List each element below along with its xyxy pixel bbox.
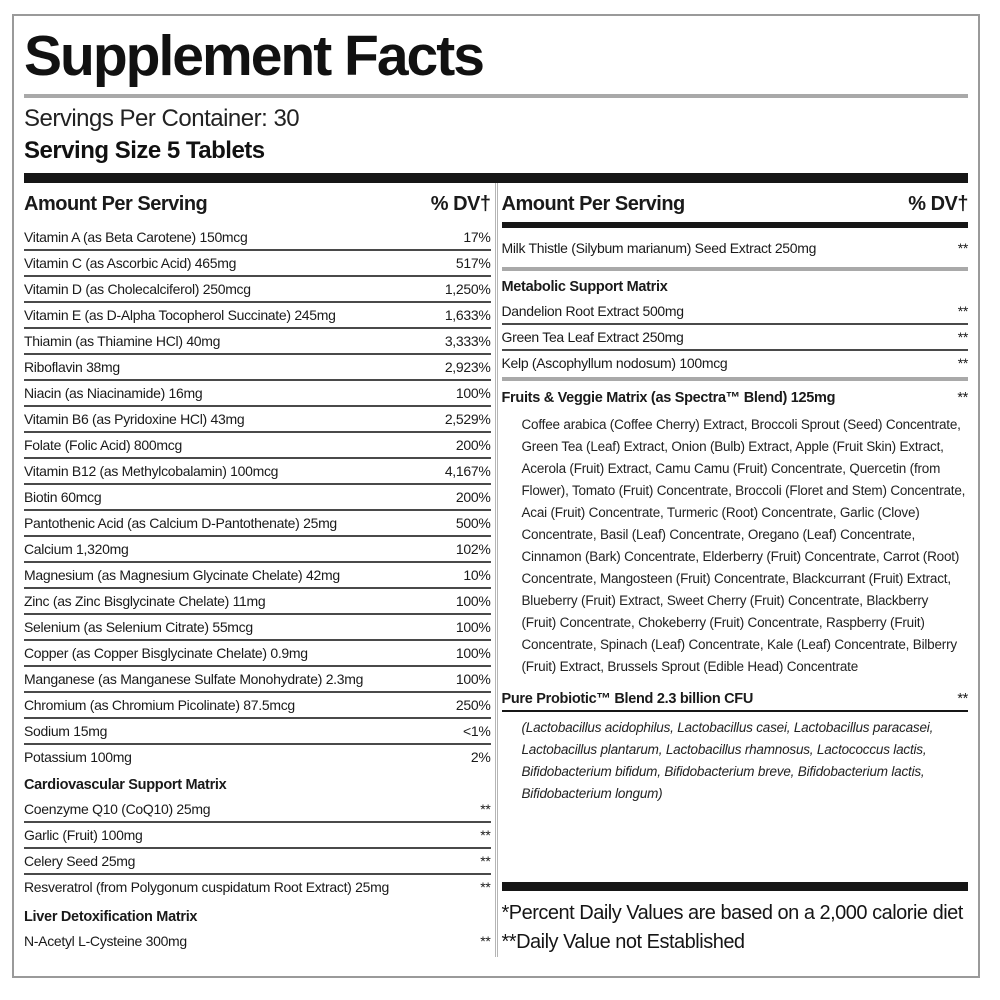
table-row bbox=[24, 667, 491, 693]
blend-title-probiotic bbox=[502, 684, 969, 712]
section-divider bbox=[502, 267, 969, 271]
table-row bbox=[24, 433, 491, 459]
blend-name: Pure Probiotic™ Blend 2.3 billion CFU bbox=[501, 691, 754, 707]
ingredient-dv: 10% bbox=[463, 566, 491, 583]
supplement-facts-panel bbox=[12, 14, 980, 978]
ingredient-name: Magnesium (as Magnesium Glycinate Chelate) 42mg bbox=[24, 566, 340, 583]
blend-name: Fruits & Veggie Matrix (as Spectra™ Blend) 125mg bbox=[501, 390, 836, 406]
table-row bbox=[24, 589, 491, 615]
ingredient-name: Riboflavin 38mg bbox=[24, 358, 120, 375]
table-row bbox=[24, 745, 491, 769]
ingredient-name: Vitamin B6 (as Pyridoxine HCl) 43mg bbox=[24, 410, 245, 427]
ingredient-name: Copper (as Copper Bisglycinate Chelate) 0.9mg bbox=[24, 644, 308, 661]
table-row bbox=[24, 823, 491, 849]
header-divider bbox=[502, 222, 969, 228]
section-divider bbox=[24, 173, 968, 183]
right-column bbox=[502, 183, 969, 957]
table-row bbox=[24, 563, 491, 589]
footnote-dv-not-established: **Daily Value not Established bbox=[501, 931, 745, 953]
ingredient-name: Zinc (as Zinc Bisglycinate Chelate) 11mg bbox=[24, 592, 266, 609]
ingredient-name: Garlic (Fruit) 100mg bbox=[24, 826, 143, 843]
amount-per-serving-label: Amount Per Serving bbox=[24, 193, 208, 215]
table-row bbox=[24, 225, 491, 251]
ingredient-name: Resveratrol (from Polygonum cuspidatum Root Extract) 25mg bbox=[24, 878, 389, 895]
table-row bbox=[24, 381, 491, 407]
dv-header-label: % DV† bbox=[430, 193, 491, 215]
spacer bbox=[502, 811, 969, 882]
ingredient-dv: 100% bbox=[455, 644, 491, 661]
probiotic-strains: (Lactobacillus acidophilus, Lactobacillus casei, Lactobacillus paracasei, Lactobacillus plantarum, Lactobacillus rhamnosus, Lactococcus lactis, Bifidobacterium bifidum, Bifidobacterium breve, Bifidobacterium lactis, Bifidobacterium longum) bbox=[521, 720, 934, 801]
ingredient-name: N-Acetyl L-Cysteine 300mg bbox=[24, 932, 187, 949]
table-row bbox=[24, 641, 491, 667]
ingredient-dv: 17% bbox=[463, 228, 491, 245]
section-divider bbox=[502, 377, 969, 381]
ingredient-dv: 500% bbox=[455, 514, 491, 531]
section-title-metabolic: Metabolic Support Matrix bbox=[501, 279, 668, 295]
ingredient-name: Potassium 100mg bbox=[24, 748, 132, 765]
ingredient-dv: <1% bbox=[462, 722, 491, 739]
ingredient-name: Milk Thistle (Silybum marianum) Seed Extract 250mg bbox=[501, 239, 817, 256]
left-column bbox=[24, 183, 491, 957]
table-row bbox=[24, 929, 491, 953]
table-row bbox=[24, 407, 491, 433]
table-row bbox=[502, 299, 969, 325]
ingredient-dv: 100% bbox=[455, 384, 491, 401]
ingredient-name: Coenzyme Q10 (CoQ10) 25mg bbox=[24, 800, 211, 817]
ingredient-name: Biotin 60mcg bbox=[24, 488, 102, 505]
ingredient-dv: 4,167% bbox=[444, 462, 491, 479]
column-header bbox=[24, 183, 491, 222]
ingredient-name: Vitamin A (as Beta Carotene) 150mcg bbox=[24, 228, 248, 245]
table-row bbox=[24, 511, 491, 537]
ingredient-dv: 200% bbox=[455, 488, 491, 505]
table-row bbox=[24, 329, 491, 355]
ingredient-name: Calcium 1,320mg bbox=[24, 540, 129, 557]
ingredient-dv: ** bbox=[957, 302, 968, 319]
ingredient-dv: 100% bbox=[455, 670, 491, 687]
table-row bbox=[24, 693, 491, 719]
amount-per-serving-label: Amount Per Serving bbox=[501, 193, 685, 215]
ingredient-dv: 100% bbox=[455, 618, 491, 635]
table-row bbox=[24, 485, 491, 511]
ingredient-name: Kelp (Ascophyllum nodosum) 100mcg bbox=[501, 354, 728, 371]
ingredient-name: Folate (Folic Acid) 800mcg bbox=[24, 436, 182, 453]
ingredient-name: Vitamin E (as D-Alpha Tocopherol Succinate) 245mg bbox=[24, 306, 336, 323]
column-divider bbox=[495, 183, 498, 957]
dv-header-label: % DV† bbox=[908, 193, 968, 215]
section-divider bbox=[502, 882, 969, 891]
ingredient-dv: ** bbox=[480, 932, 491, 949]
ingredient-name: Selenium (as Selenium Citrate) 55mcg bbox=[24, 618, 253, 635]
section-title-liver: Liver Detoxification Matrix bbox=[24, 909, 198, 925]
ingredient-dv: ** bbox=[957, 328, 968, 345]
table-row bbox=[24, 797, 491, 823]
fruits-veggie-ingredients: Coffee arabica (Coffee Cherry) Extract, Broccoli Sprout (Seed) Concentrate, Green Tea (Leaf) Extract, Onion (Bulb) Extract, Apple (Fruit Skin) Extract, Acerola (Fruit) Extract, Camu Camu (Fruit) Concentrate, Quercetin (from Flower), Tomato (Fruit) Concentrate, Broccoli (Floret and Stem) Concentrate, Acai (Fruit) Concentrate, Turmeric (Root) Concentrate, Garlic (Clove) Concentrate, Basil (Leaf) Concentrate, Oregano (Leaf) Concentrate, Cinnamon (Bark) Concentrate, Elderberry (Fruit) Concentrate, Carrot (Root) Concentrate, Mangosteen (Fruit) Concentrate, Blackcurrant (Fruit) Extract, Blueberry (Fruit) Extract, Sweet Cherry (Fruit) Concentrate, Blackberry (Fruit) Concentrate, Chokeberry (Fruit) Concentrate, Raspberry (Fruit) Concentrate, Spinach (Leaf) Concentrate, Kale (Leaf) Concentrate, Bilberry (Fruit) Extract, Brussels Sprout (Edible Head) Concentrate bbox=[521, 417, 966, 674]
ingredient-dv: 2,529% bbox=[444, 410, 491, 427]
ingredient-dv: ** bbox=[480, 852, 491, 869]
ingredient-name: Vitamin C (as Ascorbic Acid) 465mg bbox=[24, 254, 237, 271]
ingredient-dv: 1,633% bbox=[444, 306, 491, 323]
ingredient-dv: ** bbox=[480, 826, 491, 843]
ingredient-dv: 3,333% bbox=[444, 332, 491, 349]
ingredient-name: Chromium (as Chromium Picolinate) 87.5mcg bbox=[24, 696, 295, 713]
serving-size: Serving Size 5 Tablets bbox=[24, 137, 265, 164]
table-row bbox=[502, 325, 969, 351]
ingredient-name: Sodium 15mg bbox=[24, 722, 108, 739]
table-row bbox=[24, 459, 491, 485]
blend-dv: ** bbox=[957, 691, 968, 707]
ingredient-name: Thiamin (as Thiamine HCl) 40mg bbox=[24, 332, 221, 349]
blend-dv: ** bbox=[957, 390, 968, 406]
section-title-cardiovascular: Cardiovascular Support Matrix bbox=[24, 777, 227, 793]
ingredient-dv: 100% bbox=[455, 592, 491, 609]
ingredient-dv: ** bbox=[480, 800, 491, 817]
footnotes bbox=[502, 891, 969, 957]
ingredient-name: Pantothenic Acid (as Calcium D-Pantothenate) 25mg bbox=[24, 514, 337, 531]
ingredient-name: Manganese (as Manganese Sulfate Monohydrate) 2.3mg bbox=[24, 670, 364, 687]
table-row bbox=[24, 537, 491, 563]
ingredient-name: Vitamin B12 (as Methylcobalamin) 100mcg bbox=[24, 462, 279, 479]
ingredient-dv: 2,923% bbox=[444, 358, 491, 375]
ingredient-name: Vitamin D (as Cholecalciferol) 250mcg bbox=[24, 280, 251, 297]
ingredient-dv: ** bbox=[957, 354, 968, 371]
column-header bbox=[502, 183, 969, 222]
footnote-percent-dv: *Percent Daily Values are based on a 2,000 calorie diet bbox=[501, 902, 963, 924]
table-row bbox=[24, 251, 491, 277]
ingredient-dv: 250% bbox=[455, 696, 491, 713]
table-row bbox=[502, 351, 969, 375]
ingredient-dv: 1,250% bbox=[444, 280, 491, 297]
blend-title-fruits-veggie bbox=[502, 383, 969, 409]
ingredient-dv: ** bbox=[480, 878, 491, 895]
table-row bbox=[24, 355, 491, 381]
table-row bbox=[24, 719, 491, 745]
table-row bbox=[24, 277, 491, 303]
ingredient-dv: 517% bbox=[455, 254, 491, 271]
ingredient-name: Green Tea Leaf Extract 250mg bbox=[501, 328, 684, 345]
title-divider bbox=[24, 94, 968, 98]
table-row bbox=[24, 303, 491, 329]
page-title: Supplement Facts bbox=[24, 24, 483, 88]
ingredient-dv: 102% bbox=[455, 540, 491, 557]
ingredient-dv: 200% bbox=[455, 436, 491, 453]
facts-columns bbox=[24, 183, 968, 957]
ingredient-dv: ** bbox=[957, 239, 968, 256]
ingredient-dv: 2% bbox=[470, 748, 491, 765]
table-row bbox=[502, 231, 969, 265]
table-row bbox=[24, 615, 491, 641]
ingredient-name: Dandelion Root Extract 500mg bbox=[501, 302, 684, 319]
table-row bbox=[24, 849, 491, 875]
ingredient-name: Niacin (as Niacinamide) 16mg bbox=[24, 384, 203, 401]
table-row bbox=[24, 875, 491, 899]
servings-per-container: Servings Per Container: 30 bbox=[24, 105, 300, 132]
ingredient-name: Celery Seed 25mg bbox=[24, 852, 136, 869]
